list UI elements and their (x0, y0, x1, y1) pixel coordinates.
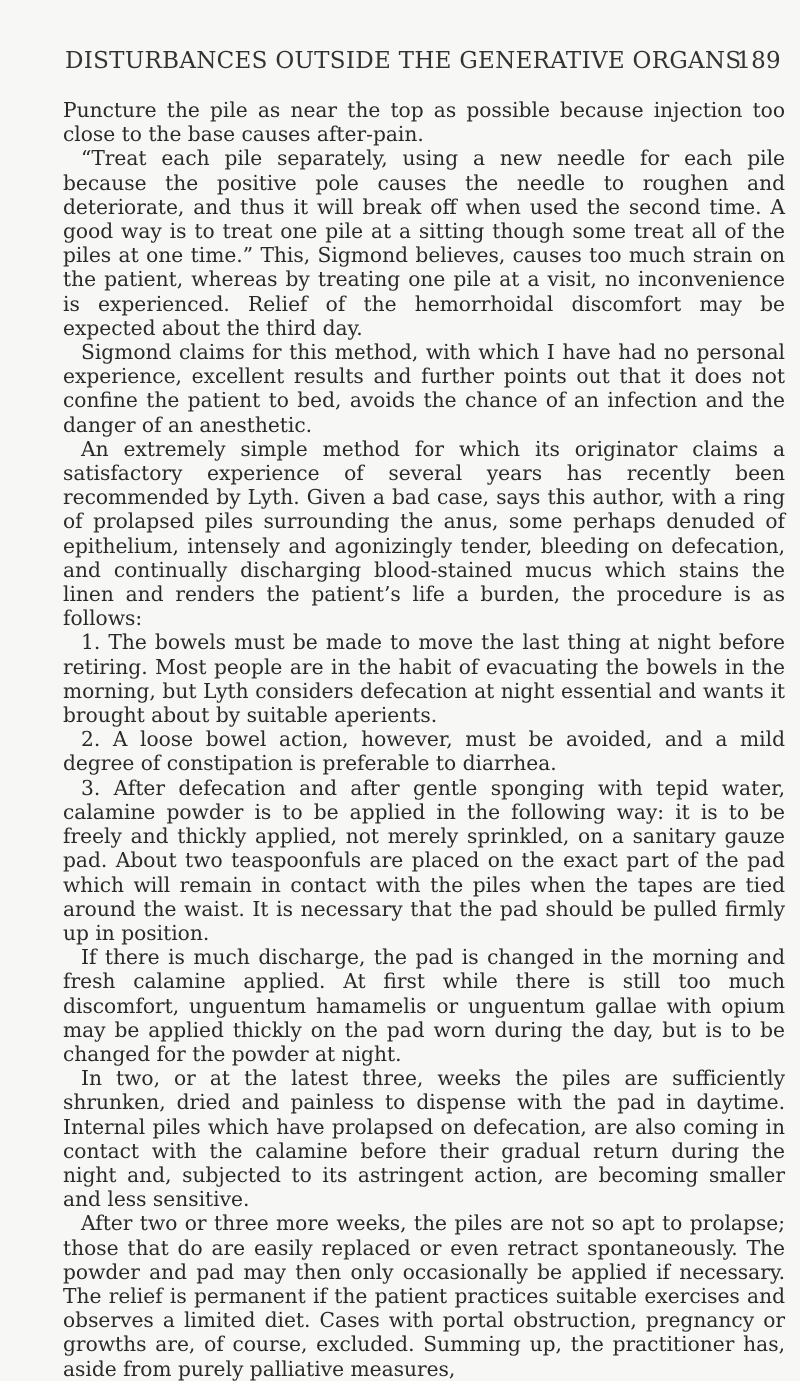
paragraph: In two, or at the latest three, weeks the piles are sufficiently shrunken, dried and painless to dispense with the pad in daytime. Internal piles which have prolapsed on defecation, are also coming in contact with the calamine before their gradual return during the night and, subjected to its astringent action, are becoming smaller and less sensitive. (63, 1066, 785, 1212)
running-head (55, 48, 785, 88)
numbered-item: 2. A loose bowel action, however, must be avoided, and a mild degree of constipation is preferable to diarrhea. (63, 727, 785, 776)
running-title: DISTURBANCES OUTSIDE THE GENERATIVE ORGANS (65, 48, 742, 74)
body-text (55, 98, 785, 1381)
paragraph: Puncture the pile as near the top as possible because injection too close to the base causes after-pain. (63, 98, 785, 147)
paragraph: “Treat each pile separately, using a new needle for each pile because the positive pole causes the needle to roughen and deteriorate, and thus it will break off when used the second time. A good way is to treat one pile at a sitting though some treat all of the piles at one time.” This, Sigmond believes, causes too much strain on the patient, whereas by treating one pile at a visit, no inconvenience is experienced. Relief of the hemorrhoidal discomfort may be expected about the third day. (63, 146, 785, 340)
paragraph: After two or three more weeks, the piles are not so apt to prolapse; those that do are easily replaced or even retract spontaneously. The powder and pad may then only occasionally be applied if necessary. The relief is permanent if the patient practices suitable exercises and observes a limited diet. Cases with portal obstruction, pregnancy or growths are, of course, excluded. Summing up, the practitioner has, aside from purely palliative measures, (63, 1211, 785, 1381)
numbered-item: 3. After defecation and after gentle sponging with tepid water, calamine powder is to be applied in the following way: it is to be freely and thickly applied, not merely sprinkled, on a sanitary gauze pad. About two teaspoonfuls are placed on the exact part of the pad which will remain in contact with the piles when the tapes are tied around the waist. It is necessary that the pad should be pulled firmly up in position. (63, 775, 785, 945)
paragraph: Sigmond claims for this method, with which I have had no personal experience, excellent results and further points out that it does not confine the patient to bed, avoids the chance of an infection and the danger of an anesthetic. (63, 340, 785, 437)
page-number: 189 (736, 48, 781, 74)
paragraph: If there is much discharge, the pad is changed in the morning and fresh calamine applied. At first while there is still too much discomfort, unguentum hamamelis or unguentum gallae with opium may be applied thickly on the pad worn during the day, but is to be changed for the powder at night. (63, 945, 785, 1066)
numbered-item: 1. The bowels must be made to move the last thing at night before retiring. Most people are in the habit of evacuating the bowels in the morning, but Lyth considers defecation at night essential and wants it brought about by suitable aperients. (63, 630, 785, 728)
paragraph: An extremely simple method for which its originator claims a satisfactory experience of several years has recently been recommended by Lyth. Given a bad case, says this author, with a ring of prolapsed piles surrounding the anus, some perhaps denuded of epithelium, intensely and agonizingly tender, bleeding on defecation, and continually discharging blood-stained mucus which stains the linen and renders the patient’s life a burden, the procedure is as follows: (63, 436, 785, 631)
book-page (55, 48, 785, 1381)
